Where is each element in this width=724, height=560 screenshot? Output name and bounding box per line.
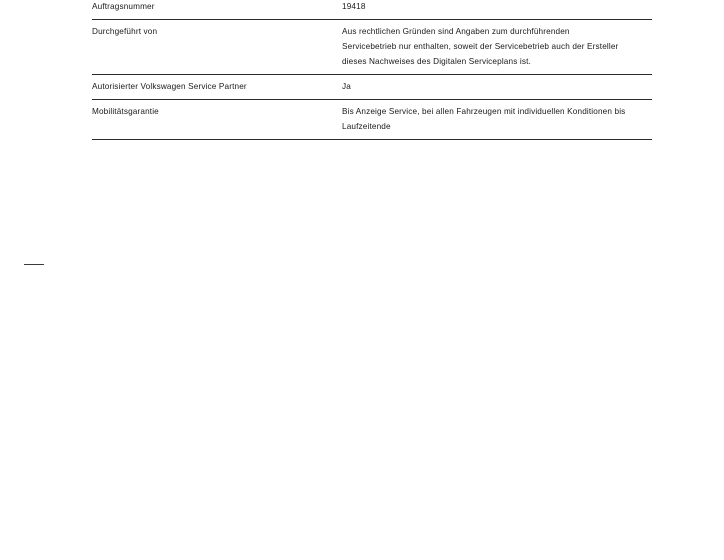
row-value-line: Servicebetrieb nur enthalten, soweit der Servicebetrieb auch der Ersteller: [342, 42, 619, 51]
table-row: [92, 0, 652, 19]
row-value-line: 19418: [342, 2, 366, 11]
table-row: [92, 99, 652, 139]
service-details-table: [92, 0, 652, 140]
row-value: [342, 104, 652, 134]
row-label: Auftragsnummer: [92, 2, 155, 11]
table-row: [92, 74, 652, 99]
row-value: [342, 0, 652, 13]
table-bottom-rule: [92, 139, 652, 140]
row-value-line: dieses Nachweises des Digitalen Serviceplans ist.: [342, 57, 531, 66]
row-label: Mobilitätsgarantie: [92, 107, 159, 116]
row-value-line: Ja: [342, 82, 351, 91]
row-value: [342, 79, 652, 94]
row-value: [342, 24, 652, 69]
table-row: [92, 19, 652, 74]
row-value-line: Aus rechtlichen Gründen sind Angaben zum durchführenden: [342, 27, 570, 36]
margin-mark: [24, 264, 44, 265]
row-label: Autorisierter Volkswagen Service Partner: [92, 82, 247, 91]
row-label: Durchgeführt von: [92, 27, 158, 36]
row-value-line: Laufzeitende: [342, 122, 391, 131]
row-value-line: Bis Anzeige Service, bei allen Fahrzeugen mit individuellen Konditionen bis: [342, 107, 626, 116]
